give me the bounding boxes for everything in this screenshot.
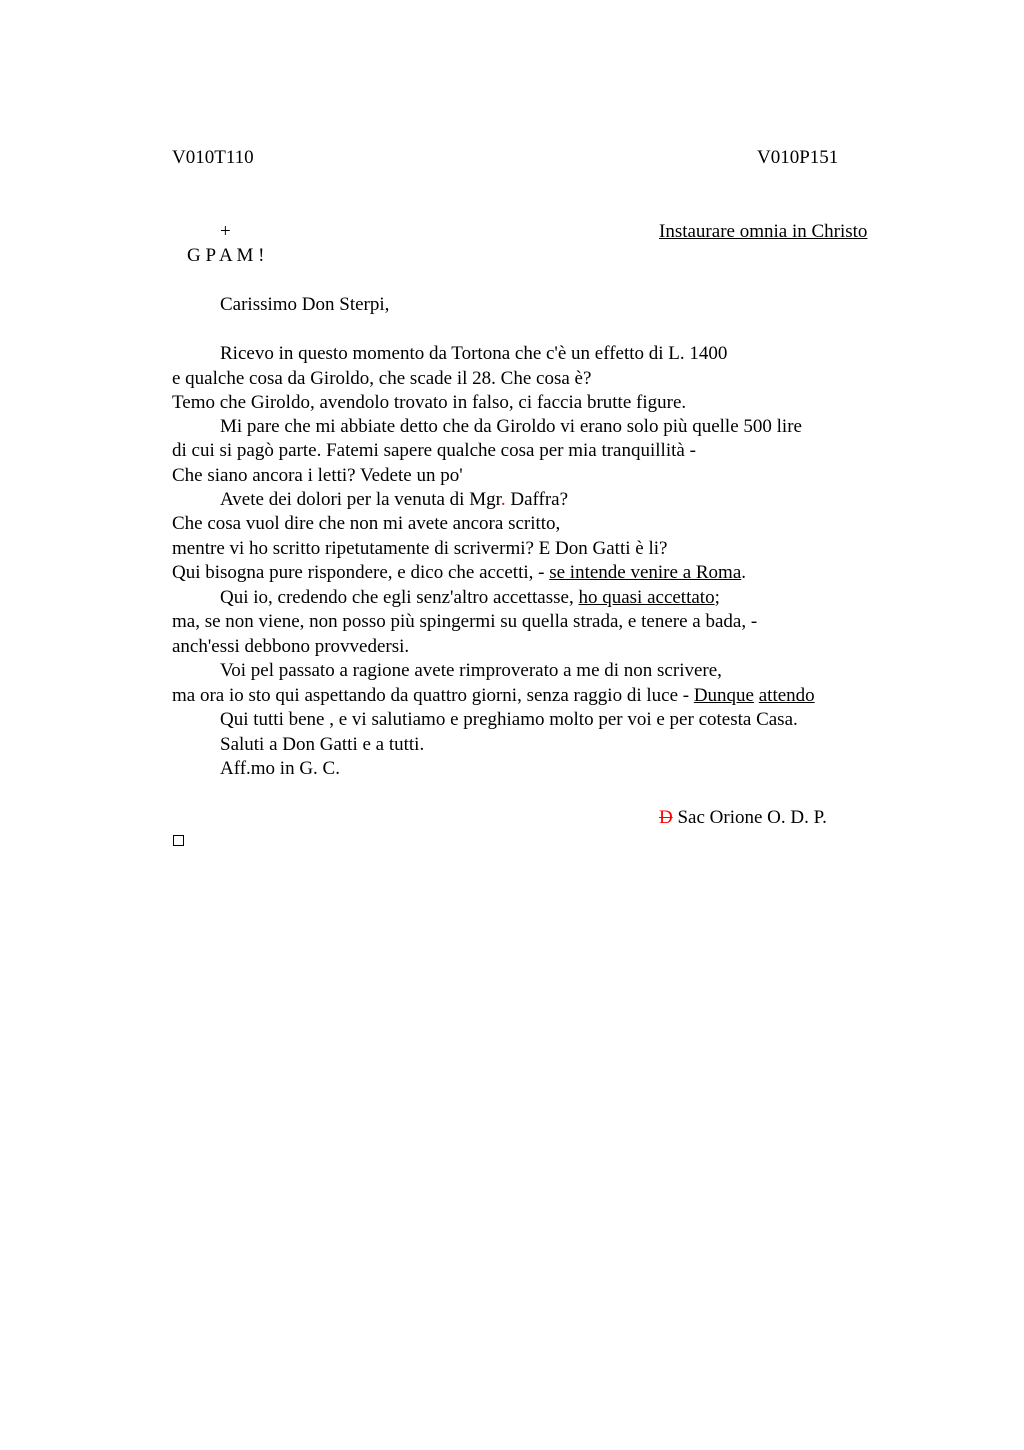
body-text: Avete dei dolori per la venuta di Mgr bbox=[220, 489, 501, 510]
signature bbox=[659, 806, 827, 830]
body-line: e qualche cosa da Giroldo, che scade il 28. Che cosa è? bbox=[172, 368, 592, 389]
underlined-text: ho quasi accettato bbox=[578, 587, 715, 608]
body-line: anch'essi debbono provvedersi. bbox=[172, 636, 410, 657]
closing-line: Aff.mo in G. C. bbox=[220, 758, 340, 779]
body-text: ; bbox=[714, 587, 720, 608]
body-line: di cui si pagò parte. Fatemi sapere qualche cosa per mia tranquillità - bbox=[172, 440, 696, 461]
body-text: Qui bisogna pure rispondere, e dico che accetti, - bbox=[172, 562, 550, 583]
body-line bbox=[172, 684, 815, 708]
red-correction-dot: . bbox=[500, 489, 506, 510]
body-text: Qui io, credendo che egli senz'altro accettasse, bbox=[220, 587, 579, 608]
cross-mark: + bbox=[220, 221, 231, 242]
body-line bbox=[220, 488, 568, 512]
body-text: . bbox=[741, 562, 747, 583]
signature-text: Sac Orione O. D. P. bbox=[672, 807, 827, 828]
body-line: Qui tutti bene , e vi salutiamo e preghiamo molto per voi e per cotesta Casa. bbox=[220, 709, 798, 730]
underlined-text: attendo bbox=[758, 685, 815, 706]
body-line: mentre vi ho scritto ripetutamente di scrivermi? E Don Gatti è li? bbox=[172, 538, 668, 559]
underlined-text: Dunque bbox=[693, 685, 754, 706]
body-line: Ricevo in questo momento da Tortona che c'è un effetto di L. 1400 bbox=[220, 343, 728, 364]
body-line bbox=[172, 561, 746, 585]
body-line: Che siano ancora i letti? Vedete un po' bbox=[172, 465, 463, 486]
body-line: Voi pel passato a ragione avete rimproverato a me di non scrivere, bbox=[220, 660, 722, 681]
body-line: Mi pare che mi abbiate detto che da Giroldo vi erano solo più quelle 500 lire bbox=[220, 416, 802, 437]
left-archive-code: V010T110 bbox=[172, 147, 254, 168]
body-line: ma, se non viene, non posso più spingermi su quella strada, e tenere a bada, - bbox=[172, 611, 758, 632]
motto: Instaurare omnia in Christo bbox=[659, 221, 868, 242]
body-text: ma ora io sto qui aspettando da quattro giorni, senza raggio di luce - bbox=[172, 685, 694, 706]
underlined-text: se intende venire a Roma bbox=[549, 562, 742, 583]
body-line: Che cosa vuol dire che non mi avete ancora scritto, bbox=[172, 513, 561, 534]
body-line: Saluti a Don Gatti e a tutti. bbox=[220, 734, 425, 755]
body-line bbox=[220, 586, 720, 610]
struck-letter: D bbox=[659, 807, 673, 828]
right-archive-code: V010P151 bbox=[757, 147, 839, 168]
body-text: Daffra? bbox=[505, 489, 569, 510]
empty-square-icon bbox=[173, 835, 184, 846]
salutation: Carissimo Don Sterpi, bbox=[220, 294, 390, 315]
gpam-invocation: G P A M ! bbox=[187, 245, 265, 266]
body-line: Temo che Giroldo, avendolo trovato in falso, ci faccia brutte figure. bbox=[172, 392, 687, 413]
